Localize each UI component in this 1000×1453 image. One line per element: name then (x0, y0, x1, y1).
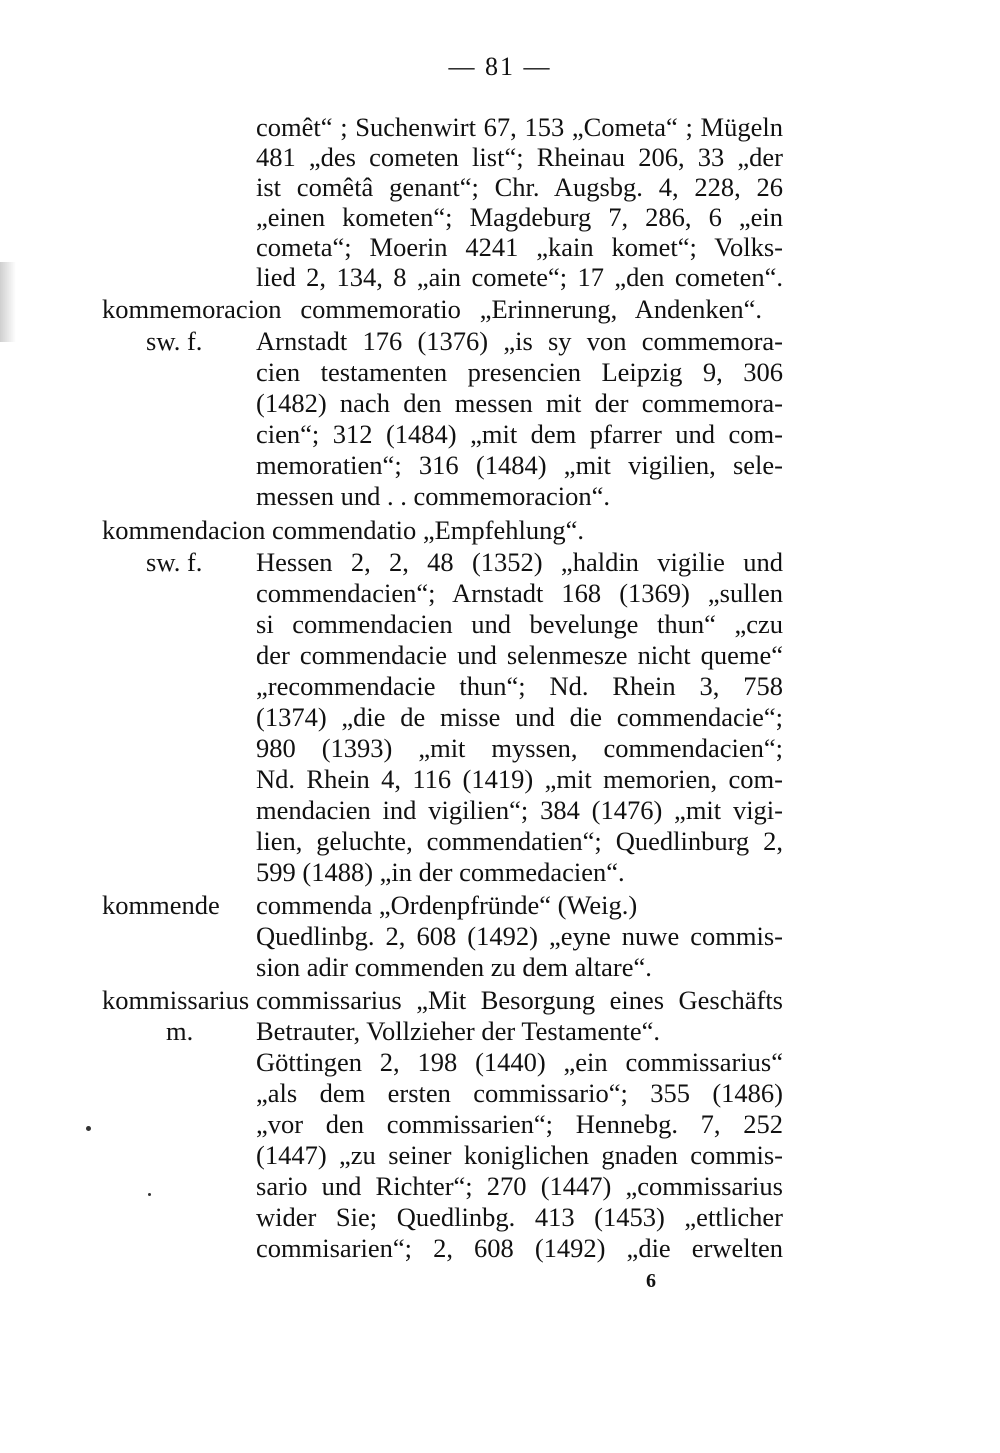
text-line: sion adir commenden zu dem altare“. (256, 952, 652, 982)
text-line: si commendacien und bevelunge thun“ „czu (256, 609, 783, 639)
text-line: „vor den commissarien“; Hennebg. 7, 252 (256, 1109, 783, 1139)
grammar-label: m. (166, 1016, 194, 1046)
text-line: 980 (1393) „mit myssen, commendacien“; (256, 733, 783, 763)
text-line: Göttingen 2, 198 (1440) „ein commissarius“ (256, 1047, 783, 1077)
text-line: Hessen 2, 2, 48 (1352) „haldin vigilie und (256, 547, 783, 577)
text-line: memoratien“; 316 (1484) „mit vigilien, sele- (256, 450, 783, 480)
text-line: commendacien“; Arnstadt 168 (1369) „sullen (256, 578, 783, 608)
text-line: commisarien“; 2, 608 (1492) „die erwelten (256, 1233, 783, 1263)
headword-kommende: kommende (102, 890, 220, 920)
text-line: Nd. Rhein 4, 116 (1419) „mit memorien, com- (256, 764, 783, 794)
text-line: (1447) „zu seiner koniglichen gnaden commis- (256, 1140, 783, 1170)
text-line: Arnstadt 176 (1376) „is sy von commemora- (256, 326, 783, 356)
signature-mark: 6 (646, 1270, 656, 1292)
text-line: ist comêtâ genant“; Chr. Augsbg. 4, 228, 26 (256, 172, 783, 202)
text-line: lien, geluchte, commendatien“; Quedlinburg 2, (256, 826, 783, 856)
text-line: der commendacie und selenmesze nicht queme“ (256, 640, 783, 670)
ink-speck (86, 1126, 91, 1131)
text-line: 481 „des cometen list“; Rheinau 206, 33 „der (256, 142, 783, 172)
text-line: Quedlinbg. 2, 608 (1492) „eyne nuwe commis- (256, 921, 783, 951)
text-line: sario und Richter“; 270 (1447) „commissarius (256, 1171, 783, 1201)
text-line: (1374) „die de misse und die commendacie“; (256, 702, 783, 732)
page-number: — 81 — (448, 52, 552, 81)
text-line: cien“; 312 (1484) „mit dem pfarrer und com- (256, 419, 783, 449)
text-line: comêt“ ; Suchenwirt 67, 153 „Cometa“ ; Mügeln (256, 112, 783, 142)
text-line: wider Sie; Quedlinbg. 413 (1453) „ettlicher (256, 1202, 783, 1232)
grammar-label: sw. f. (146, 326, 203, 356)
text-line: messen und . . commemoracion“. (256, 481, 610, 511)
headword-kommissarius: kommissarius (102, 985, 250, 1015)
text-line: lied 2, 134, 8 „ain comete“; 17 „den cometen“. (256, 262, 783, 292)
page-edge-shadow (0, 262, 16, 342)
text-line: commissarius „Mit Besorgung eines Geschäfts (256, 985, 783, 1015)
text-line: cien testamenten presencien Leipzig 9, 306 (256, 357, 783, 387)
text-line: (1482) nach den messen mit der commemora- (256, 388, 783, 418)
headword-line-kommemoracion: kommemoracion commemoratio „Erinnerung, Andenken“. (102, 294, 762, 324)
text-line: „als dem ersten commissario“; 355 (1486) (256, 1078, 783, 1108)
ink-speck (148, 1193, 151, 1196)
headword-line-kommendacion: kommendacion commendatio „Empfehlung“. (102, 515, 585, 545)
text-line: 599 (1488) „in der commedacien“. (256, 857, 625, 887)
text-line: Betrauter, Vollzieher der Testamente“. (256, 1016, 660, 1046)
grammar-label: sw. f. (146, 547, 203, 577)
text-line: mendacien ind vigilien“; 384 (1476) „mit vigi- (256, 795, 783, 825)
text-line: „recommendacie thun“; Nd. Rhein 3, 758 (256, 671, 783, 701)
text-line: commenda „Ordenpfründe“ (Weig.) (256, 890, 638, 920)
text-line: cometa“; Moerin 4241 „kain komet“; Volks- (256, 232, 783, 262)
text-line: „einen kometen“; Magdeburg 7, 286, 6 „ein (256, 202, 783, 232)
